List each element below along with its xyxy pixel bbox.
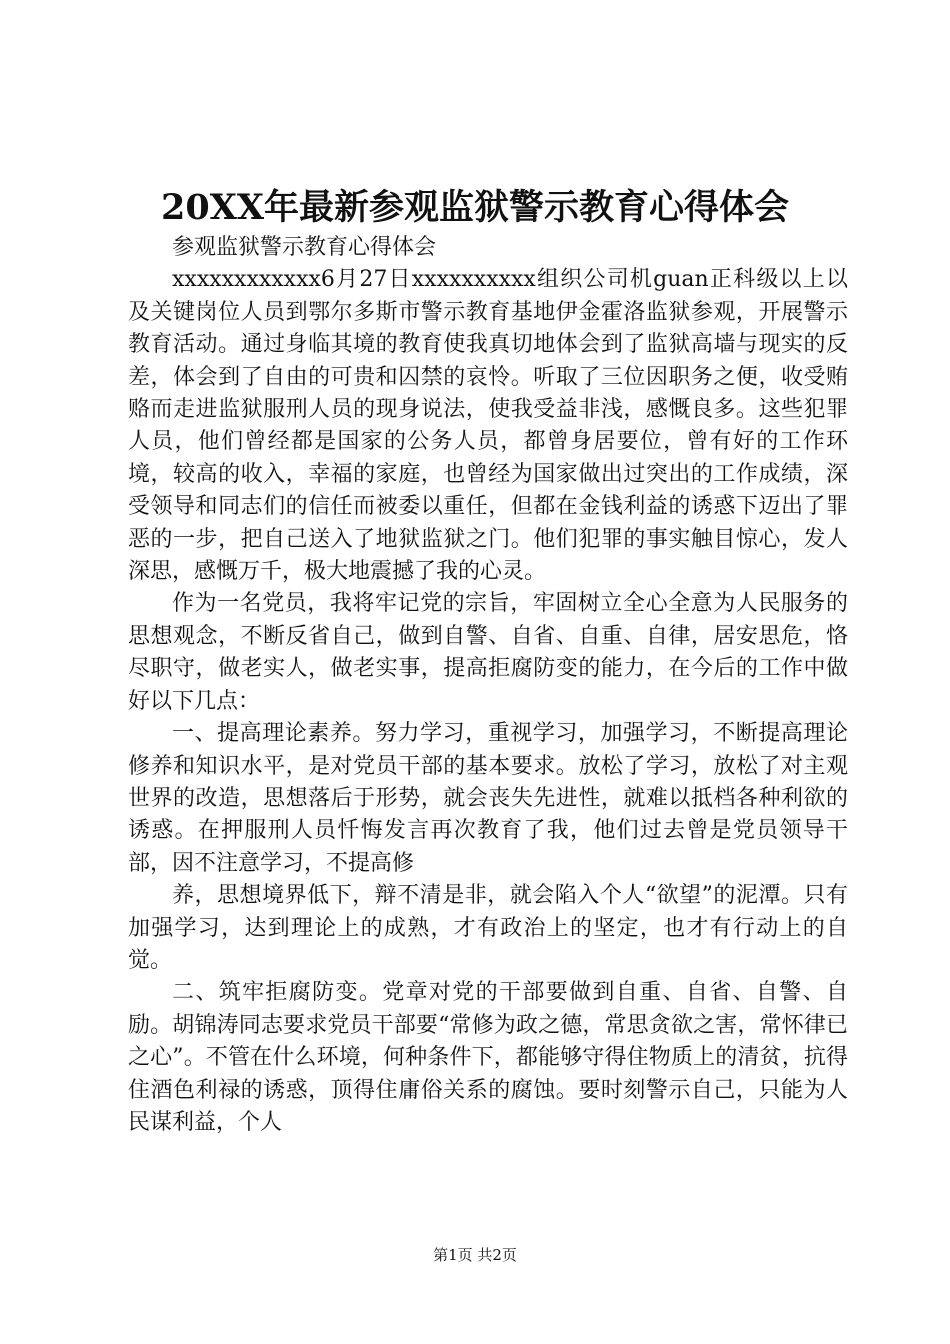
- paragraph-2: 作为一名党员，我将牢记党的宗旨，牢固树立全心全意为人民服务的思想观念，不断反省自己，做到自警、自省、自重、自律，居安思危，恪尽职守，做老实人，做老实事，提高拒腐防变的能力，在今后的工作中做好以下几点：: [128, 591, 848, 714]
- document-body: [128, 232, 848, 1139]
- paragraph-1: xxxxxxxxxxxx6月27日xxxxxxxxxx组织公司机guan正科级以上以及关键岗位人员到鄂尔多斯市警示教育基地伊金霍洛监狱参观，开展警示教育活动。通过身临其境的教育使我真切地体会到了监狱高墙与现实的反差，体会到了自由的可贵和囚禁的哀怜。听取了三位因职务之便，收受贿赂而走进监狱服刑人员的现身说法，使我受益非浅，感慨良多。这些犯罪人员，他们曾经都是国家的公务人员，都曾身居要位，曾有好的工作环境，较高的收入，幸福的家庭，也曾经为国家做出过突出的工作成绩，深受领导和同志们的信任而被委以重任，但都在金钱利益的诱惑下迈出了罪恶的一步，把自己送入了地狱监狱之门。他们犯罪的事实触目惊心，发人深思，感慨万千，极大地震撼了我的心灵。: [128, 267, 848, 585]
- paragraph-subtitle: 参观监狱警示教育心得体会: [172, 235, 437, 260]
- paragraph-3: 一、提高理论素养。努力学习，重视学习，加强学习，不断提高理论修养和知识水平，是对党员干部的基本要求。放松了学习，放松了对主观世界的改造，思想落后于形势，就会丧失先进性，就难以抵档各种利欲的诱惑。在押服刑人员忏悔发言再次教育了我，他们过去曾是党员领导干部，因不注意学习，不提高修: [128, 721, 848, 876]
- document-title: 20XX年最新参观监狱警示教育心得体会: [160, 187, 790, 228]
- paragraph-4: 养，思想境界低下，辩不清是非，就会陷入个人“欲望”的泥潭。只有加强学习，达到理论上的成熟，才有政治上的坚定，也才有行动上的自觉。: [128, 883, 848, 973]
- paragraph-5: 二、筑牢拒腐防变。党章对党的干部要做到自重、自省、自警、自励。胡锦涛同志要求党员干部要“常修为政之德，常思贪欲之害，常怀律已之心”。不管在什么环境，何种条件下，都能够守得住物质上的清贫，抗得住酒色利禄的诱惑，顶得住庸俗关系的腐蚀。要时刻警示自己，只能为人民谋利益，个人: [128, 980, 848, 1135]
- page-number-footer: 第1页 共2页: [433, 1246, 517, 1264]
